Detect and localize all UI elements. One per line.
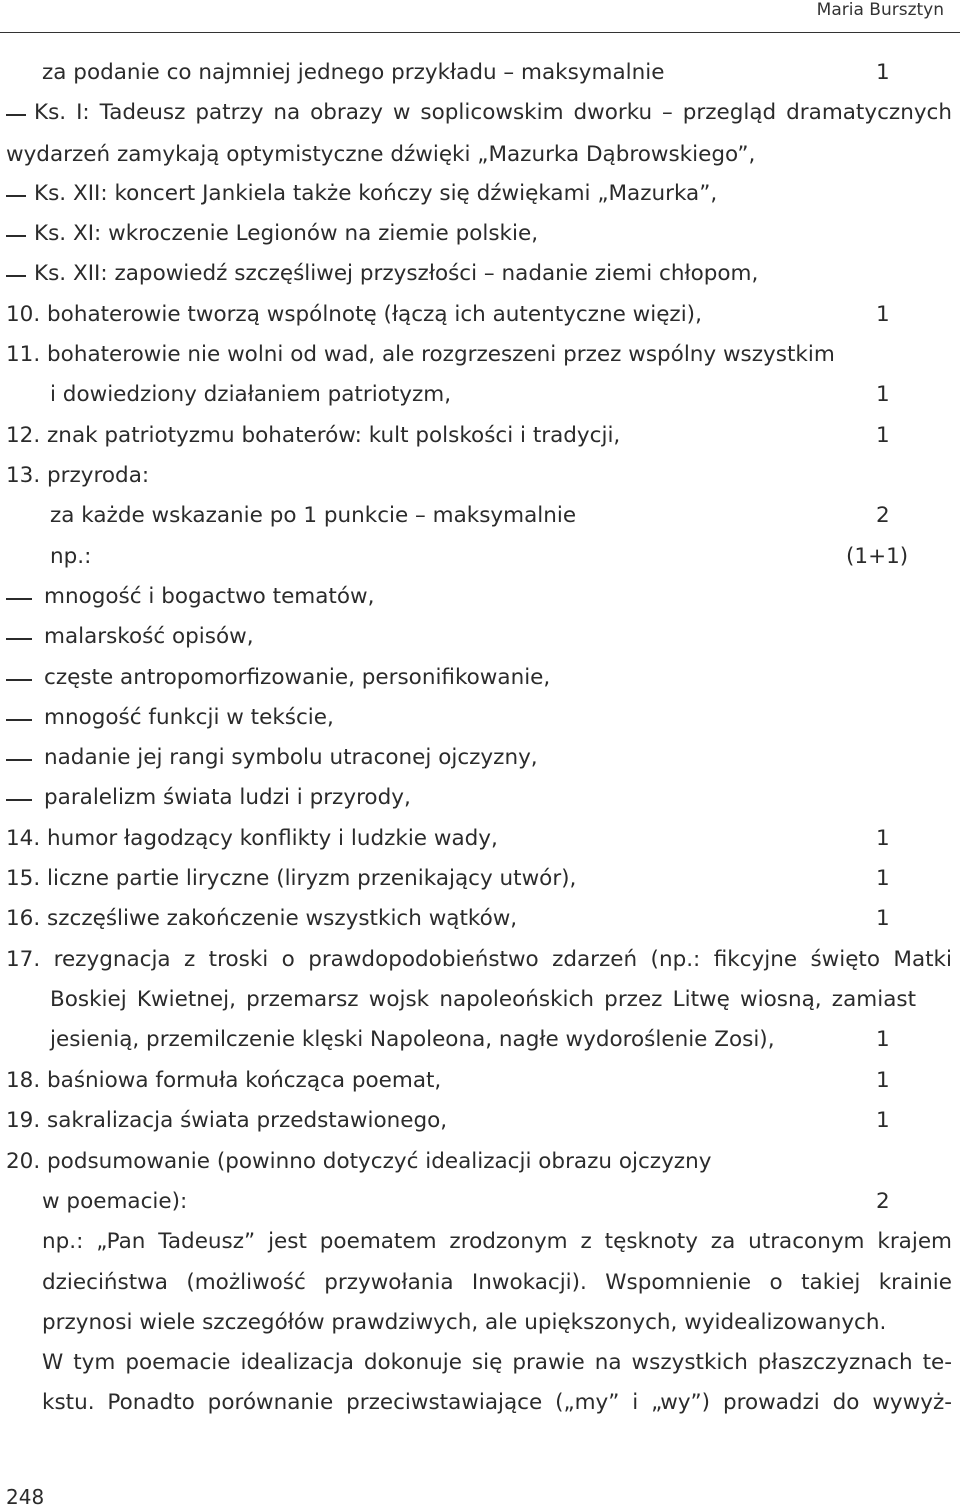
list-item: paralelizm świata ludzi i przyrody,: [44, 785, 411, 810]
text-line: za podanie co najmniej jednego przykładu – maksymalnie: [42, 60, 665, 85]
points-value: 1: [876, 906, 890, 931]
text-line: 14. humor łagodzący konflikty i ludzkie wady,: [6, 826, 498, 851]
points-value: 1: [876, 1108, 890, 1133]
points-value: 1: [876, 1068, 890, 1093]
list-item: mnogość funkcji w tekście,: [44, 705, 334, 730]
points-value: 1: [876, 302, 890, 327]
dash-bullet: [6, 275, 26, 277]
page-number: 248: [6, 1485, 45, 1509]
points-value: (1+1): [846, 544, 909, 569]
header-rule: [0, 32, 960, 33]
text-line: i dowiedziony działaniem patriotyzm,: [50, 382, 452, 407]
text-line: 17. rezygnacja z troski o prawdopodobieństwo zdarzeń (np.: fikcyjne święto Matki: [6, 947, 952, 972]
text-line: 18. baśniowa formuła kończąca poemat,: [6, 1068, 442, 1093]
dash-bullet: [6, 679, 32, 681]
text-line: 10. bohaterowie tworzą wspólnotę (łączą ich autentyczne więzi),: [6, 302, 702, 327]
points-value: 1: [876, 866, 890, 891]
points-value: 2: [876, 1189, 890, 1214]
points-value: 1: [876, 826, 890, 851]
dash-bullet: [6, 195, 26, 197]
dash-bullet: [6, 235, 26, 237]
dash-bullet: [6, 114, 26, 116]
text-line: 12. znak patriotyzmu bohaterów: kult polskości i tradycji,: [6, 423, 621, 448]
text-line: Ks. XII: zapowiedź szczęśliwej przyszłości – nadanie ziemi chłopom,: [34, 261, 759, 286]
text-line: jesienią, przemilczenie klęski Napoleona, nagłe wydoroślenie Zosi),: [50, 1027, 775, 1052]
dash-bullet: [6, 638, 32, 640]
points-value: 1: [876, 423, 890, 448]
text-line: 13. przyroda:: [6, 463, 150, 488]
points-value: 1: [876, 382, 890, 407]
text-line: 20. podsumowanie (powinno dotyczyć idealizacji obrazu ojczyzny: [6, 1149, 712, 1174]
text-line: Ks. XII: koncert Jankiela także kończy się dźwiękami „Mazurka”,: [34, 181, 718, 206]
text-line: dzieciństwa (możliwość przywołania Inwokacji). Wspomnienie o takiej krainie: [42, 1270, 952, 1295]
text-line: np.:: [50, 544, 92, 569]
dash-bullet: [6, 719, 32, 721]
text-line: Ks. I: Tadeusz patrzy na obrazy w soplicowskim dworku – przegląd dramatycznych: [34, 100, 952, 125]
running-header-author: Maria Bursztyn: [816, 0, 944, 20]
text-line: 15. liczne partie liryczne (liryzm przenikający utwór),: [6, 866, 577, 891]
text-line: wydarzeń zamykają optymistyczne dźwięki „Mazurka Dąbrowskiego”,: [6, 142, 756, 167]
points-value: 1: [876, 60, 890, 85]
text-line: np.: „Pan Tadeusz” jest poematem zrodzonym z tęsknoty za utraconym krajem: [42, 1229, 952, 1254]
text-line: Ks. XI: wkroczenie Legionów na ziemie polskie,: [34, 221, 539, 246]
list-item: mnogość i bogactwo tematów,: [44, 584, 375, 609]
text-line: 11. bohaterowie nie wolni od wad, ale rozgrzeszeni przez wspólny wszystkim: [6, 342, 835, 367]
dash-bullet: [6, 799, 32, 801]
text-line: Boskiej Kwietnej, przemarsz wojsk napoleońskich przez Litwę wiosną, zamiast: [50, 987, 916, 1012]
points-value: 2: [876, 503, 890, 528]
text-line: w poemacie):: [42, 1189, 188, 1214]
text-line: za każde wskazanie po 1 punkcie – maksymalnie: [50, 503, 577, 528]
dash-bullet: [6, 759, 32, 761]
list-item: nadanie jej rangi symbolu utraconej ojczyzny,: [44, 745, 538, 770]
text-line: kstu. Ponadto porównanie przeciwstawiające („my” i „wy”) prowadzi do wywyż-: [42, 1390, 952, 1415]
text-line: 19. sakralizacja świata przedstawionego,: [6, 1108, 448, 1133]
text-line: przynosi wiele szczegółów prawdziwych, ale upiększonych, wyidealizowanych.: [42, 1310, 887, 1335]
dash-bullet: [6, 598, 32, 600]
list-item: częste antropomorfizowanie, personifikowanie,: [44, 665, 551, 690]
list-item: malarskość opisów,: [44, 624, 254, 649]
points-value: 1: [876, 1027, 890, 1052]
text-line: 16. szczęśliwe zakończenie wszystkich wątków,: [6, 906, 518, 931]
text-line: W tym poemacie idealizacja dokonuje się prawie na wszystkich płaszczyznach te-: [42, 1350, 952, 1375]
